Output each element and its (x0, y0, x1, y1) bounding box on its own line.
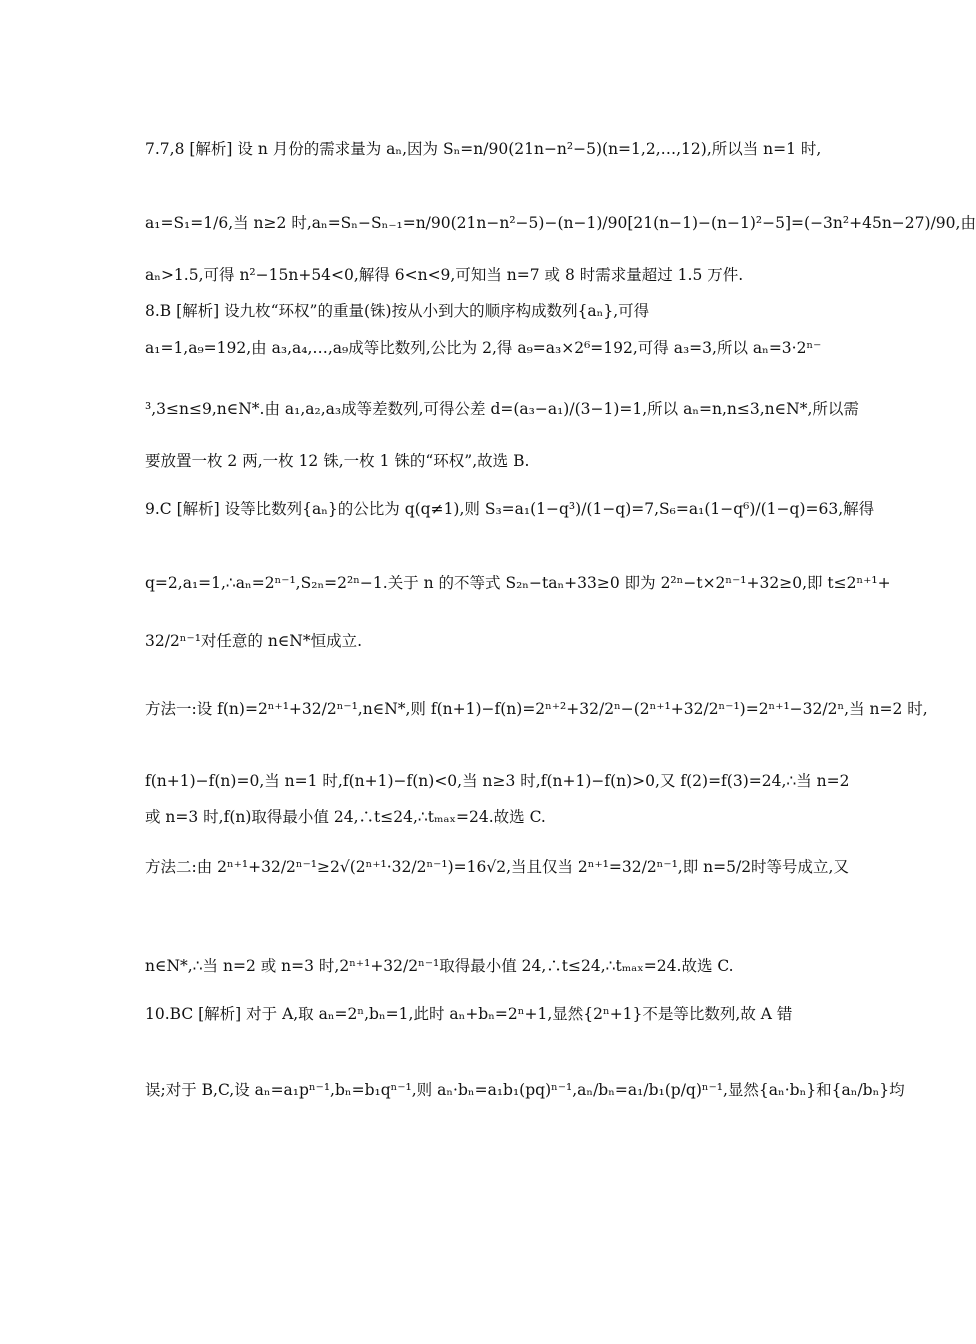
text-line: 或 n=3 时,f(n)取得最小值 24,∴t≤24,∴tₘₐₓ=24.故选 C. (145, 808, 546, 826)
text-line: 方法二:由 2ⁿ⁺¹+32/2ⁿ⁻¹≥2√(2ⁿ⁺¹·32/2ⁿ⁻¹)=16√2,当且仅当 2ⁿ⁺¹=32/2ⁿ⁻¹,即 n=5/2时等号成立,又 (145, 858, 849, 876)
text-line: a₁=S₁=1/6,当 n≥2 时,aₙ=Sₙ−Sₙ₋₁=n/90(21n−n²−5)−(n−1)/90[21(n−1)−(n−1)²−5]=(−3n²+45n−27)/90,由 (145, 214, 976, 232)
text-line: 要放置一枚 2 两,一枚 12 铢,一枚 1 铢的“环权”,故选 B. (145, 452, 530, 470)
text-line: 误;对于 B,C,设 aₙ=a₁pⁿ⁻¹,bₙ=b₁qⁿ⁻¹,则 aₙ·bₙ=a₁b₁(pq)ⁿ⁻¹,aₙ/bₙ=a₁/b₁(p/q)ⁿ⁻¹,显然{aₙ·bₙ}和{aₙ/bₙ}均 (145, 1081, 905, 1099)
text-line: 9.C [解析] 设等比数列{aₙ}的公比为 q(q≠1),则 S₃=a₁(1−q³)/(1−q)=7,S₆=a₁(1−q⁶)/(1−q)=63,解得 (145, 500, 875, 518)
text-line: a₁=1,a₉=192,由 a₃,a₄,…,a₉成等比数列,公比为 2,得 a₉=a₃×2⁶=192,可得 a₃=3,所以 aₙ=3·2ⁿ⁻ (145, 339, 822, 357)
text-line: 10.BC [解析] 对于 A,取 aₙ=2ⁿ,bₙ=1,此时 aₙ+bₙ=2ⁿ+1,显然{2ⁿ+1}不是等比数列,故 A 错 (145, 1005, 793, 1023)
text-line: 7.7,8 [解析] 设 n 月份的需求量为 aₙ,因为 Sₙ=n/90(21n−n²−5)(n=1,2,…,12),所以当 n=1 时, (145, 140, 822, 158)
text-line: q=2,a₁=1,∴aₙ=2ⁿ⁻¹,S₂ₙ=2²ⁿ−1.关于 n 的不等式 S₂ₙ−taₙ+33≥0 即为 2²ⁿ−t×2ⁿ⁻¹+32≥0,即 t≤2ⁿ⁺¹+ (145, 574, 891, 592)
text-line: 8.B [解析] 设九枚“环权”的重量(铢)按从小到大的顺序构成数列{aₙ},可得 (145, 302, 650, 320)
text-line: f(n+1)−f(n)=0,当 n=1 时,f(n+1)−f(n)<0,当 n≥3 时,f(n+1)−f(n)>0,又 f(2)=f(3)=24,∴当 n=2 (145, 772, 850, 790)
text-line: aₙ>1.5,可得 n²−15n+54<0,解得 6<n<9,可知当 n=7 或 8 时需求量超过 1.5 万件. (145, 266, 744, 284)
text-line: n∈N*,∴当 n=2 或 n=3 时,2ⁿ⁺¹+32/2ⁿ⁻¹取得最小值 24,∴t≤24,∴tₘₐₓ=24.故选 C. (145, 957, 734, 975)
text-line: 方法一:设 f(n)=2ⁿ⁺¹+32/2ⁿ⁻¹,n∈N*,则 f(n+1)−f(n)=2ⁿ⁺²+32/2ⁿ−(2ⁿ⁺¹+32/2ⁿ⁻¹)=2ⁿ⁺¹−32/2ⁿ,当 n=2 时, (145, 700, 928, 718)
text-line: 32/2ⁿ⁻¹对任意的 n∈N*恒成立. (145, 632, 363, 650)
text-line: ³,3≤n≤9,n∈N*.由 a₁,a₂,a₃成等差数列,可得公差 d=(a₃−a₁)/(3−1)=1,所以 aₙ=n,n≤3,n∈N*,所以需 (145, 400, 859, 418)
